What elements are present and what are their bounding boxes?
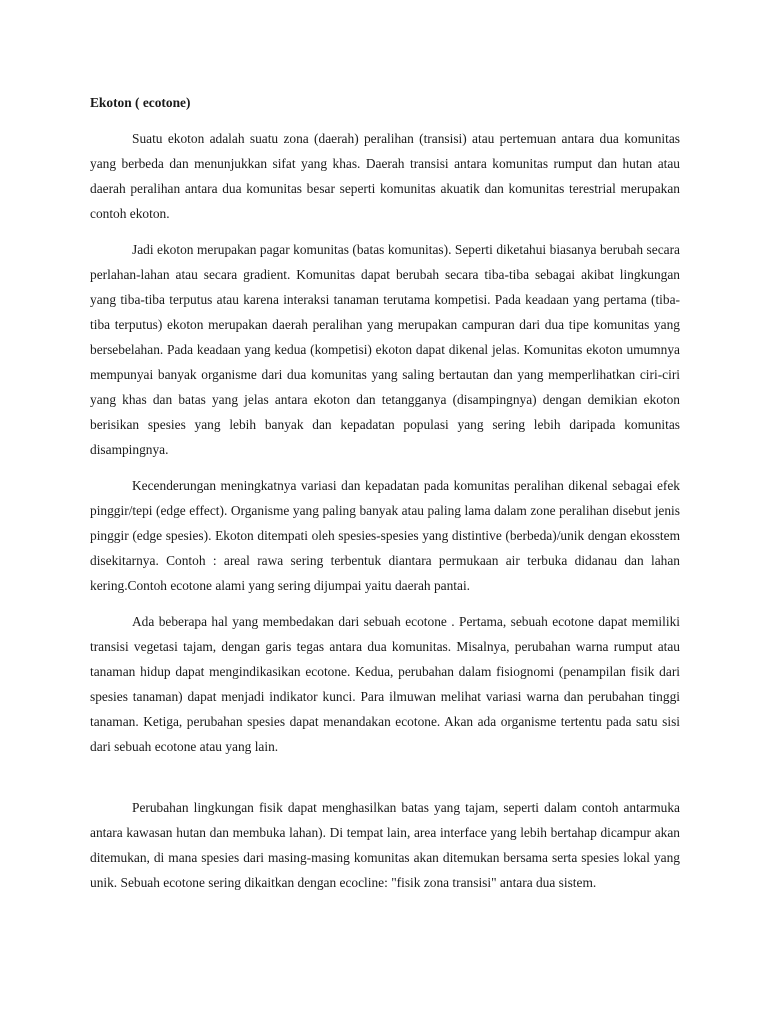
paragraph-community-boundary: Jadi ekoton merupakan pagar komunitas (batas komunitas). Seperti diketahui biasanya berubah secara perlahan-lahan atau secara gradient. Komunitas dapat berubah secara tiba-tiba sebagai akibat lingkungan yang tiba-tiba terputus atau karena interaksi tanaman terutama kompetisi. Pada keadaan yang pertama (tiba-tiba terputus) ekoton merupakan daerah peralihan yang merupakan campuran dari dua tipe komunitas yang bersebelahan. Pada keadaan yang kedua (kompetisi) ekoton dapat dikenal jelas. Komunitas ekoton umumnya mempunyai banyak organisme dari dua komunitas yang saling bertautan dan yang memperlihatkan ciri-ciri yang khas dan batas yang jelas antara ekoton dan tetangganya (disampingnya) dengan demikian ekoton berisikan spesies yang lebih banyak dan kepadatan populasi yang sering lebih daripada komunitas disampingnya. <box>90 242 680 457</box>
document-body <box>90 90 680 906</box>
paragraph-ecotone-differences: Ada beberapa hal yang membedakan dari sebuah ecotone . Pertama, sebuah ecotone dapat memiliki transisi vegetasi tajam, dengan garis tegas antara dua komunitas. Misalnya, perubahan warna rumput atau tanaman hidup dapat mengindikasikan ecotone. Kedua, perubahan dalam fisiognomi (penampilan fisik dari spesies tanaman) dapat menjadi indikator kunci. Para ilmuwan melihat variasi warna dan perubahan tinggi tanaman. Ketiga, perubahan spesies dapat menandakan ecotone. Akan ada organisme tertentu pada satu sisi dari sebuah ecotone atau yang lain. <box>90 614 680 754</box>
paragraph-definition: Suatu ekoton adalah suatu zona (daerah) peralihan (transisi) atau pertemuan antara dua komunitas yang berbeda dan menunjukkan sifat yang khas. Daerah transisi antara komunitas rumput dan hutan atau daerah peralihan antara dua komunitas besar seperti komunitas akuatik dan komunitas terestrial merupakan contoh ekoton. <box>90 131 680 221</box>
paragraph-physical-environment: Perubahan lingkungan fisik dapat menghasilkan batas yang tajam, seperti dalam contoh antarmuka antara kawasan hutan dan membuka lahan). Di tempat lain, area interface yang lebih bertahap dicampur akan ditemukan, di mana spesies dari masing-masing komunitas akan ditemukan bersama serta spesies lokal yang unik. Sebuah ecotone sering dikaitkan dengan ecocline: "fisik zona transisi" antara dua sistem. <box>90 800 680 890</box>
paragraph-edge-effect: Kecenderungan meningkatnya variasi dan kepadatan pada komunitas peralihan dikenal sebagai efek pinggir/tepi (edge effect). Organisme yang paling banyak atau paling lama dalam zone peralihan disebut jenis pinggir (edge spesies). Ekoton ditempati oleh spesies-spesies yang distintive (berbeda)/unik dengan ekosstem disekitarnya. Contoh : areal rawa sering terbentuk diantara permukaan air terbuka didanau dan lahan kering.Contoh ecotone alami yang sering dijumpai yaitu daerah pantai. <box>90 478 680 593</box>
document-title: Ekoton ( ecotone) <box>90 95 191 110</box>
